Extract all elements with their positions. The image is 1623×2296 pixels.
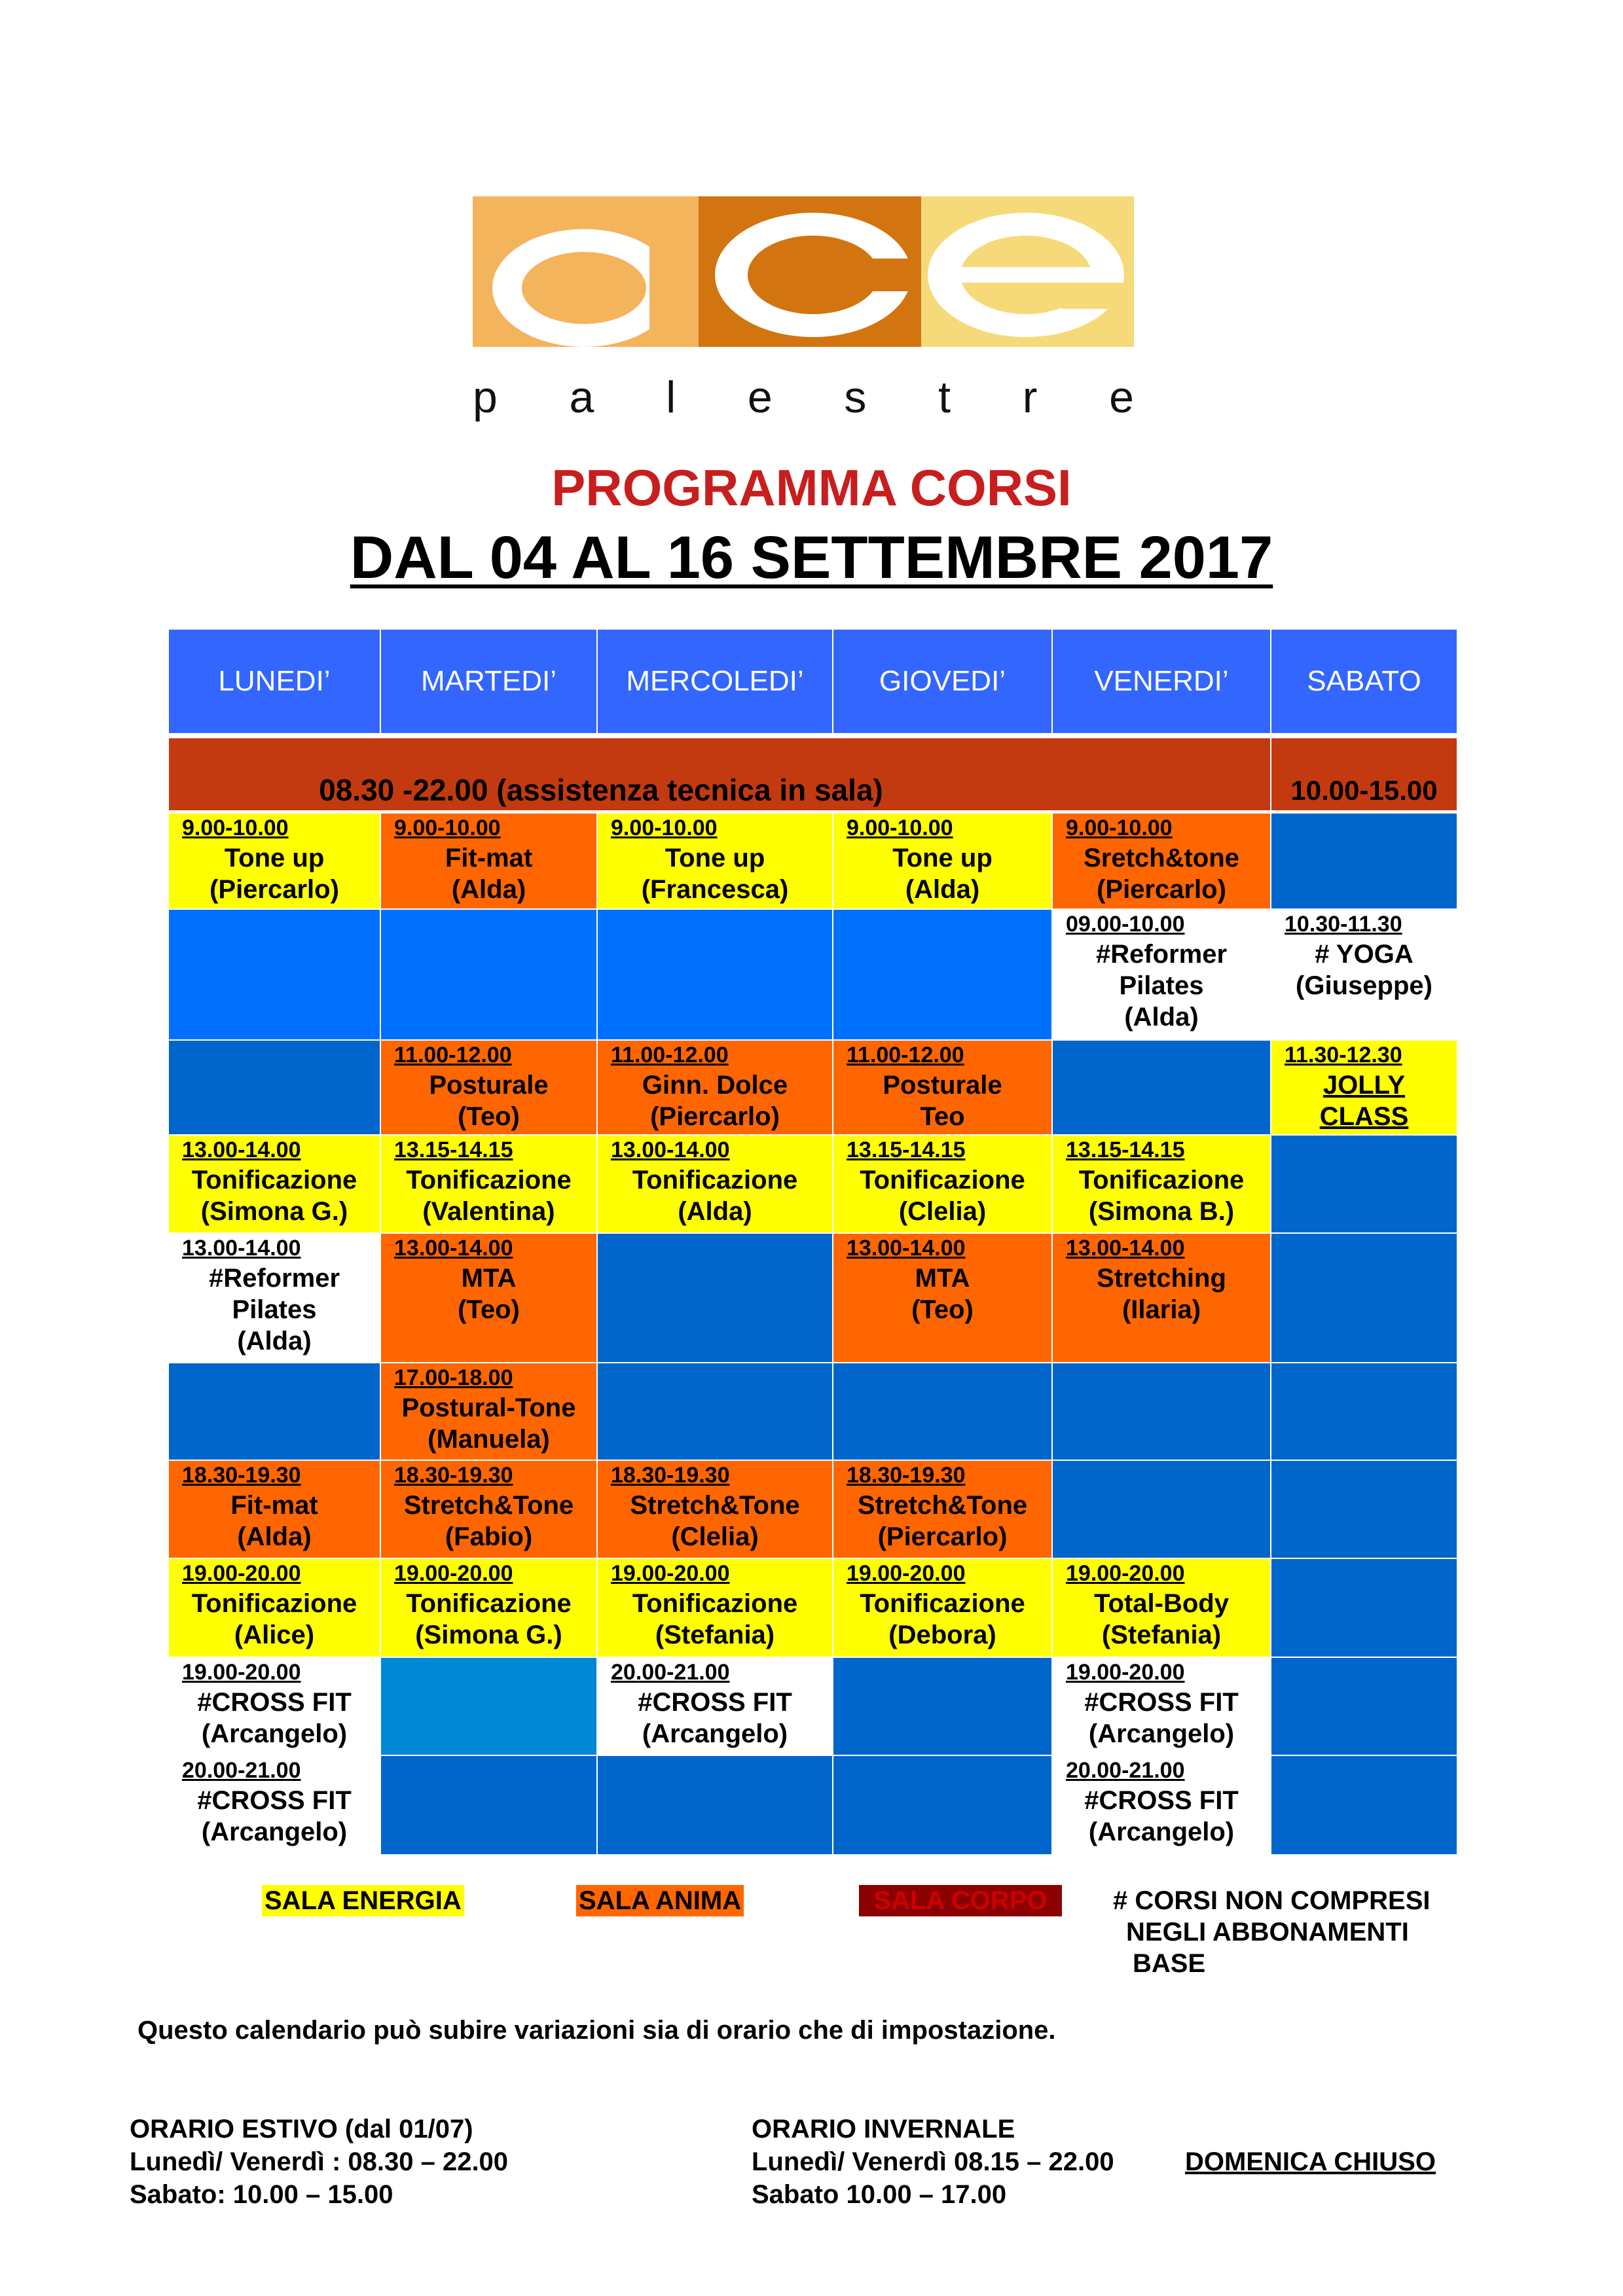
legend-note-line: NEGLI ABBONAMENTI: [1126, 1918, 1409, 1946]
course-slot: [169, 1559, 380, 1657]
course-instructor: (Stefania): [1101, 1621, 1222, 1649]
course-slot: [1271, 910, 1457, 1039]
empty-slot: [598, 1756, 832, 1854]
sunday-closed: DOMENICA CHIUSO: [1185, 2147, 1436, 2176]
course-instructor: (Teo): [458, 1295, 520, 1324]
logo-letter-e: [921, 196, 1134, 347]
course-name: Fit-mat: [445, 844, 533, 872]
course-name: Postural-Tone: [401, 1393, 576, 1422]
course-slot: [169, 1658, 380, 1755]
course-slot: [169, 814, 380, 908]
course-time: 09.00-10.00: [1066, 912, 1185, 937]
course-name: #CROSS FIT: [197, 1786, 352, 1815]
empty-slot: [833, 1756, 1051, 1854]
course-slot: [833, 1234, 1051, 1362]
empty-slot: [833, 1658, 1051, 1755]
course-name: Ginn. Dolce: [642, 1071, 788, 1100]
course-instructor: (Debora): [888, 1621, 996, 1649]
legend-note: [1113, 1885, 1480, 1979]
course-instructor: (Giuseppe): [1296, 971, 1432, 1000]
course-instructor: (Fabio): [445, 1522, 533, 1551]
course-time: 20.00-21.00: [182, 1758, 301, 1783]
course-instructor: (Arcangelo): [642, 1719, 788, 1748]
course-time: 11.00-12.00: [847, 1043, 964, 1067]
empty-slot: [1271, 1136, 1457, 1232]
empty-slot: [381, 1756, 596, 1854]
winter-hours-line: ORARIO INVERNALE: [752, 2115, 1015, 2144]
course-name: Stretch&Tone: [857, 1491, 1028, 1520]
course-slot: [381, 1559, 596, 1657]
course-slot: [833, 1461, 1051, 1558]
course-instructor: (Francesca): [641, 875, 789, 904]
course-name: #CROSS FIT: [197, 1688, 352, 1717]
course-slot: [169, 1756, 380, 1854]
course-name: MTA: [461, 1264, 517, 1293]
course-instructor: (Piercarlo): [210, 875, 339, 904]
course-name: Tonificazione: [632, 1589, 798, 1618]
course-name: Tonificazione: [1078, 1166, 1245, 1194]
course-name: Tone up: [665, 844, 765, 872]
empty-slot: [1271, 1756, 1457, 1854]
course-name: Tonificazione: [406, 1166, 572, 1194]
empty-slot: [169, 910, 380, 1039]
day-header: GIOVEDI’: [833, 630, 1051, 733]
course-instructor: (Alda): [905, 875, 980, 904]
course-time: 17.00-18.00: [394, 1365, 513, 1390]
course-slot: [1271, 1041, 1457, 1134]
course-instructor: (Arcangelo): [1088, 1818, 1235, 1846]
course-name: Tonificazione: [406, 1589, 572, 1618]
course-time: 19.00-20.00: [394, 1561, 513, 1586]
empty-slot: [1271, 1234, 1457, 1362]
day-header: MERCOLEDI’: [598, 630, 832, 733]
course-instructor: (Alda): [237, 1522, 312, 1551]
legend-sala-energia: SALA ENERGIA: [262, 1885, 464, 1916]
empty-slot: [1053, 1461, 1270, 1558]
legend-sala-corpo: SALA CORPO: [859, 1885, 1062, 1916]
course-name: Tone up: [224, 844, 325, 872]
course-instructor: (Arcangelo): [1088, 1719, 1235, 1748]
course-time: 18.30-19.30: [611, 1463, 730, 1488]
course-slot: [1053, 1234, 1270, 1362]
course-name: JOLLY: [1322, 1071, 1406, 1100]
page-subtitle: DAL 04 AL 16 SETTEMBRE 2017: [350, 524, 1273, 591]
course-instructor: (Arcangelo): [201, 1818, 348, 1846]
course-time: 19.00-20.00: [182, 1561, 301, 1586]
course-time: 20.00-21.00: [1066, 1758, 1185, 1783]
course-instructor: (Manuela): [428, 1425, 550, 1454]
course-time: 9.00-10.00: [394, 816, 501, 840]
course-name: Posturale: [883, 1071, 1002, 1100]
course-name: Fit-mat: [230, 1491, 318, 1520]
legend-sala-anima: SALA ANIMA: [576, 1885, 744, 1916]
course-time: 11.30-12.30: [1285, 1043, 1402, 1067]
course-slot: [1053, 1756, 1270, 1854]
course-slot: [1053, 1559, 1270, 1657]
course-instructor: (Ilaria): [1122, 1295, 1201, 1324]
course-slot: [598, 1041, 832, 1134]
course-name: Posturale: [429, 1071, 549, 1100]
empty-slot: [169, 1363, 380, 1460]
logo-letter-c: [699, 196, 921, 347]
course-instructor: (Simona G.): [415, 1621, 562, 1649]
course-name: Teo: [920, 1102, 965, 1131]
logo-letter-a: [473, 196, 699, 347]
course-name: Tone up: [892, 844, 993, 872]
course-slot: [1053, 1658, 1270, 1755]
empty-slot: [1271, 1559, 1457, 1657]
disclaimer: Questo calendario può subire variazioni sia di orario che di impostazione.: [137, 2016, 1056, 2045]
winter-hours: [752, 2113, 1114, 2211]
summer-hours-line: ORARIO ESTIVO (dal 01/07): [130, 2115, 473, 2144]
day-header: VENERDI’: [1053, 630, 1270, 733]
ace-logo-graphic: [473, 196, 1134, 353]
course-slot: [598, 1136, 832, 1232]
empty-slot: [381, 910, 596, 1039]
course-time: 18.30-19.30: [847, 1463, 966, 1488]
course-instructor: (Simona B.): [1088, 1197, 1235, 1226]
course-slot: [598, 1658, 832, 1755]
course-instructor: (Alice): [234, 1621, 315, 1649]
empty-slot: [1271, 1658, 1457, 1755]
course-instructor: (Teo): [911, 1295, 974, 1324]
course-name: Stretch&Tone: [403, 1491, 574, 1520]
course-time: 9.00-10.00: [611, 816, 718, 840]
course-instructor: (Valentina): [422, 1197, 555, 1226]
course-name: #Reformer: [208, 1264, 340, 1293]
day-header: SABATO: [1271, 630, 1457, 733]
course-instructor: (Clelia): [898, 1197, 987, 1226]
course-time: 19.00-20.00: [611, 1561, 730, 1586]
course-name: #CROSS FIT: [1084, 1786, 1239, 1815]
course-instructor: (Alda): [1124, 1003, 1199, 1031]
course-time: 18.30-19.30: [394, 1463, 513, 1488]
course-name: Tonificazione: [191, 1589, 357, 1618]
course-name: Sretch&tone: [1084, 844, 1239, 872]
course-time: 11.00-12.00: [394, 1043, 512, 1067]
course-name: MTA: [915, 1264, 970, 1293]
course-time: 19.00-20.00: [847, 1561, 966, 1586]
course-slot: [833, 1041, 1051, 1134]
course-name: Total-Body: [1094, 1589, 1229, 1618]
day-header: MARTEDI’: [381, 630, 596, 733]
summer-hours: [130, 2113, 508, 2211]
course-name: Pilates: [1119, 971, 1204, 1000]
course-time: 9.00-10.00: [1066, 816, 1173, 840]
empty-slot: [1271, 814, 1457, 908]
course-name: #CROSS FIT: [638, 1688, 792, 1717]
course-instructor: (Stefania): [655, 1621, 775, 1649]
course-slot: [1053, 910, 1270, 1039]
course-time: 13.00-14.00: [847, 1236, 966, 1261]
course-instructor: (Piercarlo): [877, 1522, 1008, 1551]
course-instructor: (Arcangelo): [201, 1719, 348, 1748]
course-slot: [169, 1136, 380, 1232]
course-slot: [598, 1559, 832, 1657]
course-name: # YOGA: [1315, 940, 1413, 969]
winter-hours-line: Lunedì/ Venerdì 08.15 – 22.00: [752, 2147, 1114, 2176]
legend-note-line: # CORSI NON COMPRESI: [1113, 1886, 1431, 1915]
day-header: LUNEDI’: [169, 630, 380, 733]
course-slot: [381, 1234, 596, 1362]
course-slot: [598, 814, 832, 908]
course-instructor: (Piercarlo): [1097, 875, 1226, 904]
logo-palestre-wordmark: p a l e s t r e: [473, 372, 1134, 422]
empty-slot: [833, 1363, 1051, 1460]
course-time: 13.00-14.00: [182, 1236, 301, 1261]
empty-slot: [598, 910, 832, 1039]
course-name: Tonificazione: [860, 1166, 1025, 1194]
course-slot: [1053, 1136, 1270, 1232]
course-time: 10.30-11.30: [1285, 912, 1402, 937]
course-time: 9.00-10.00: [182, 816, 289, 840]
course-time: 19.00-20.00: [182, 1660, 301, 1685]
course-time: 13.00-14.00: [611, 1138, 730, 1162]
summer-hours-line: Lunedì/ Venerdì : 08.30 – 22.00: [130, 2147, 509, 2176]
course-time: 18.30-19.30: [182, 1463, 301, 1488]
course-slot: [833, 814, 1051, 908]
empty-slot: [833, 910, 1051, 1039]
empty-slot: [381, 1658, 596, 1755]
course-name: CLASS: [1319, 1102, 1409, 1131]
course-slot: [169, 1461, 380, 1558]
course-instructor: (Alda): [451, 875, 526, 904]
course-time: 13.15-14.15: [847, 1138, 966, 1162]
empty-slot: [1053, 1363, 1270, 1460]
course-time: 13.00-14.00: [1066, 1236, 1185, 1261]
empty-slot: [598, 1363, 832, 1460]
course-name: Tonificazione: [191, 1166, 357, 1194]
course-name: #CROSS FIT: [1084, 1688, 1239, 1717]
empty-slot: [1053, 1041, 1270, 1134]
saturday-hours-label: 10.00-15.00: [1271, 738, 1457, 810]
course-name: Tonificazione: [860, 1589, 1025, 1618]
course-time: 13.00-14.00: [182, 1138, 301, 1162]
course-name: #Reformer: [1095, 940, 1228, 969]
course-time: 13.15-14.15: [394, 1138, 513, 1162]
page-title: PROGRAMMA CORSI: [551, 459, 1072, 516]
course-instructor: (Alda): [678, 1197, 752, 1226]
legend-note-line: BASE: [1133, 1949, 1206, 1978]
course-name: Tonificazione: [632, 1166, 798, 1194]
course-time: 13.15-14.15: [1066, 1138, 1185, 1162]
course-slot: [598, 1461, 832, 1558]
course-time: 19.00-20.00: [1066, 1561, 1185, 1586]
course-slot: [381, 1041, 596, 1134]
weekday-hours-label: 08.30 -22.00 (assistenza tecnica in sala): [319, 773, 883, 807]
course-time: 19.00-20.00: [1066, 1660, 1185, 1685]
course-name: Stretch&Tone: [630, 1491, 800, 1520]
course-time: 11.00-12.00: [611, 1043, 729, 1067]
course-slot: [381, 814, 596, 908]
course-name: Pilates: [232, 1295, 317, 1324]
course-instructor: (Clelia): [671, 1522, 759, 1551]
course-slot: [381, 1363, 596, 1460]
course-slot: [381, 1136, 596, 1232]
course-instructor: (Teo): [458, 1102, 520, 1131]
course-name: Stretching: [1097, 1264, 1226, 1293]
course-instructor: (Alda): [237, 1327, 312, 1355]
empty-slot: [1271, 1461, 1457, 1558]
course-slot: [381, 1461, 596, 1558]
course-slot: [169, 1234, 380, 1362]
course-instructor: (Simona G.): [200, 1197, 348, 1226]
course-slot: [1053, 814, 1270, 908]
summer-hours-line: Sabato: 10.00 – 15.00: [130, 2180, 393, 2209]
winter-hours-line: Sabato 10.00 – 17.00: [752, 2180, 1007, 2209]
course-slot: [833, 1136, 1051, 1232]
course-time: 13.00-14.00: [394, 1236, 513, 1261]
ace-palestre-logo: [473, 196, 1134, 422]
empty-slot: [1271, 1363, 1457, 1460]
empty-slot: [169, 1041, 380, 1134]
course-time: 20.00-21.00: [611, 1660, 730, 1685]
course-instructor: (Piercarlo): [650, 1102, 780, 1131]
empty-slot: [598, 1234, 832, 1362]
course-time: 9.00-10.00: [847, 816, 953, 840]
course-slot: [833, 1559, 1051, 1657]
